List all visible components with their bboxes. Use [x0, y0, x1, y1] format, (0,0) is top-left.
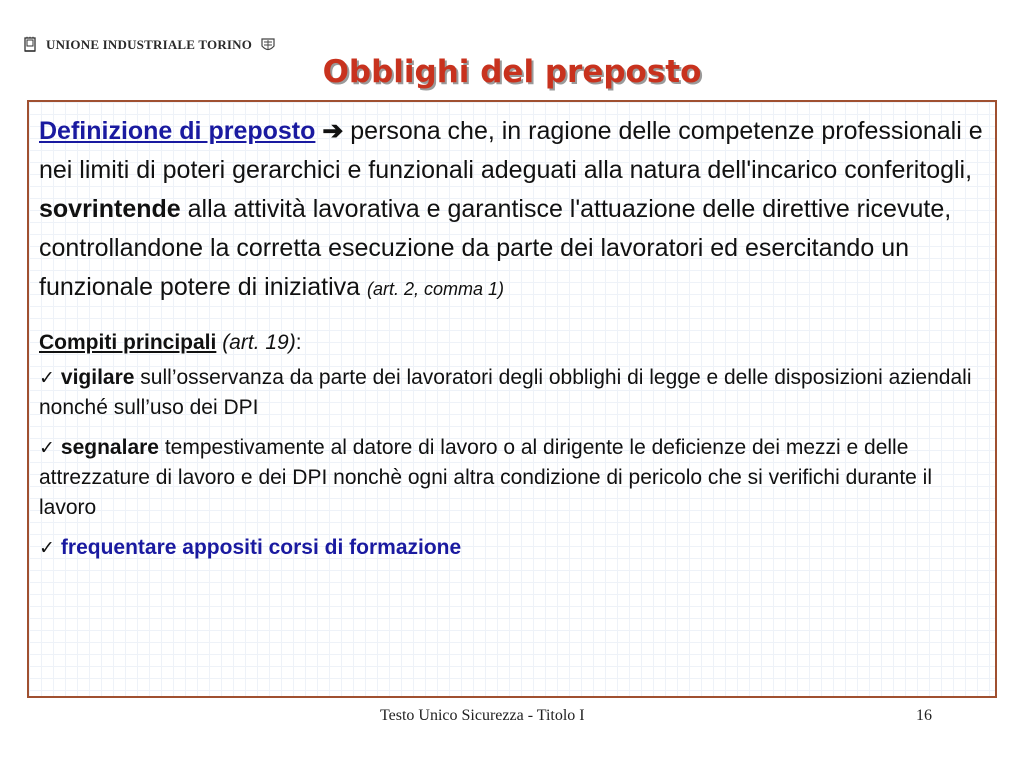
definition-text-2: alla attività lavorativa e garantisce l'attuazione delle direttive ricevute, controllandone la corretta esecuzione da parte dei lavoratori ed esercitando un funzionale potere di iniziativa — [39, 195, 952, 301]
definition-text-1: persona che, in ragione delle competenze professionali e nei limiti di poteri gerarchici e funzionali adeguati alla natura dell'incarico conferitogli, — [39, 117, 983, 184]
tasks-colon: : — [295, 331, 302, 354]
org-name: UNIONE INDUSTRIALE TORINO — [46, 37, 253, 52]
footer-text: Testo Unico Sicurezza - Titolo I — [380, 707, 585, 724]
checkmark-icon: ✓ — [39, 537, 55, 559]
tasks-reference: (art. 19) — [222, 331, 296, 354]
task-text: sull’osservanza da parte dei lavoratori degli obblighi di legge e delle disposizioni aziendali nonché sull’uso dei DPI — [39, 366, 972, 419]
task-item — [39, 363, 985, 423]
slide-title: Obblighi del preposto — [322, 54, 702, 90]
task-item — [39, 533, 985, 563]
definition-reference: (art. 2, comma 1) — [366, 279, 505, 299]
right-arrow-icon: ➔ — [322, 117, 344, 145]
definition-paragraph — [39, 112, 985, 309]
task-verb: vigilare — [60, 366, 135, 389]
definition-term: Definizione di preposto — [39, 117, 316, 145]
content-box — [27, 100, 997, 698]
checkmark-icon: ✓ — [39, 367, 55, 389]
task-item — [39, 433, 985, 523]
page-number: 16 — [916, 707, 932, 724]
task-verb: frequentare appositi corsi di formazione — [60, 536, 462, 559]
bull-crest-icon — [260, 36, 276, 54]
task-verb: segnalare — [60, 436, 159, 459]
checkmark-icon: ✓ — [39, 437, 55, 459]
definition-bold-word: sovrintende — [39, 195, 181, 223]
header-logo — [22, 36, 276, 54]
task-text: tempestivamente al datore di lavoro o al dirigente le deficienze dei mezzi e delle attrezzature di lavoro e dei DPI nonchè ogni altra condizione di pericolo che si verifichi durante il lavoro — [39, 436, 932, 519]
tasks-title: Compiti principali — [39, 331, 217, 354]
torino-emblem-icon — [22, 36, 38, 54]
tasks-heading — [39, 331, 985, 355]
